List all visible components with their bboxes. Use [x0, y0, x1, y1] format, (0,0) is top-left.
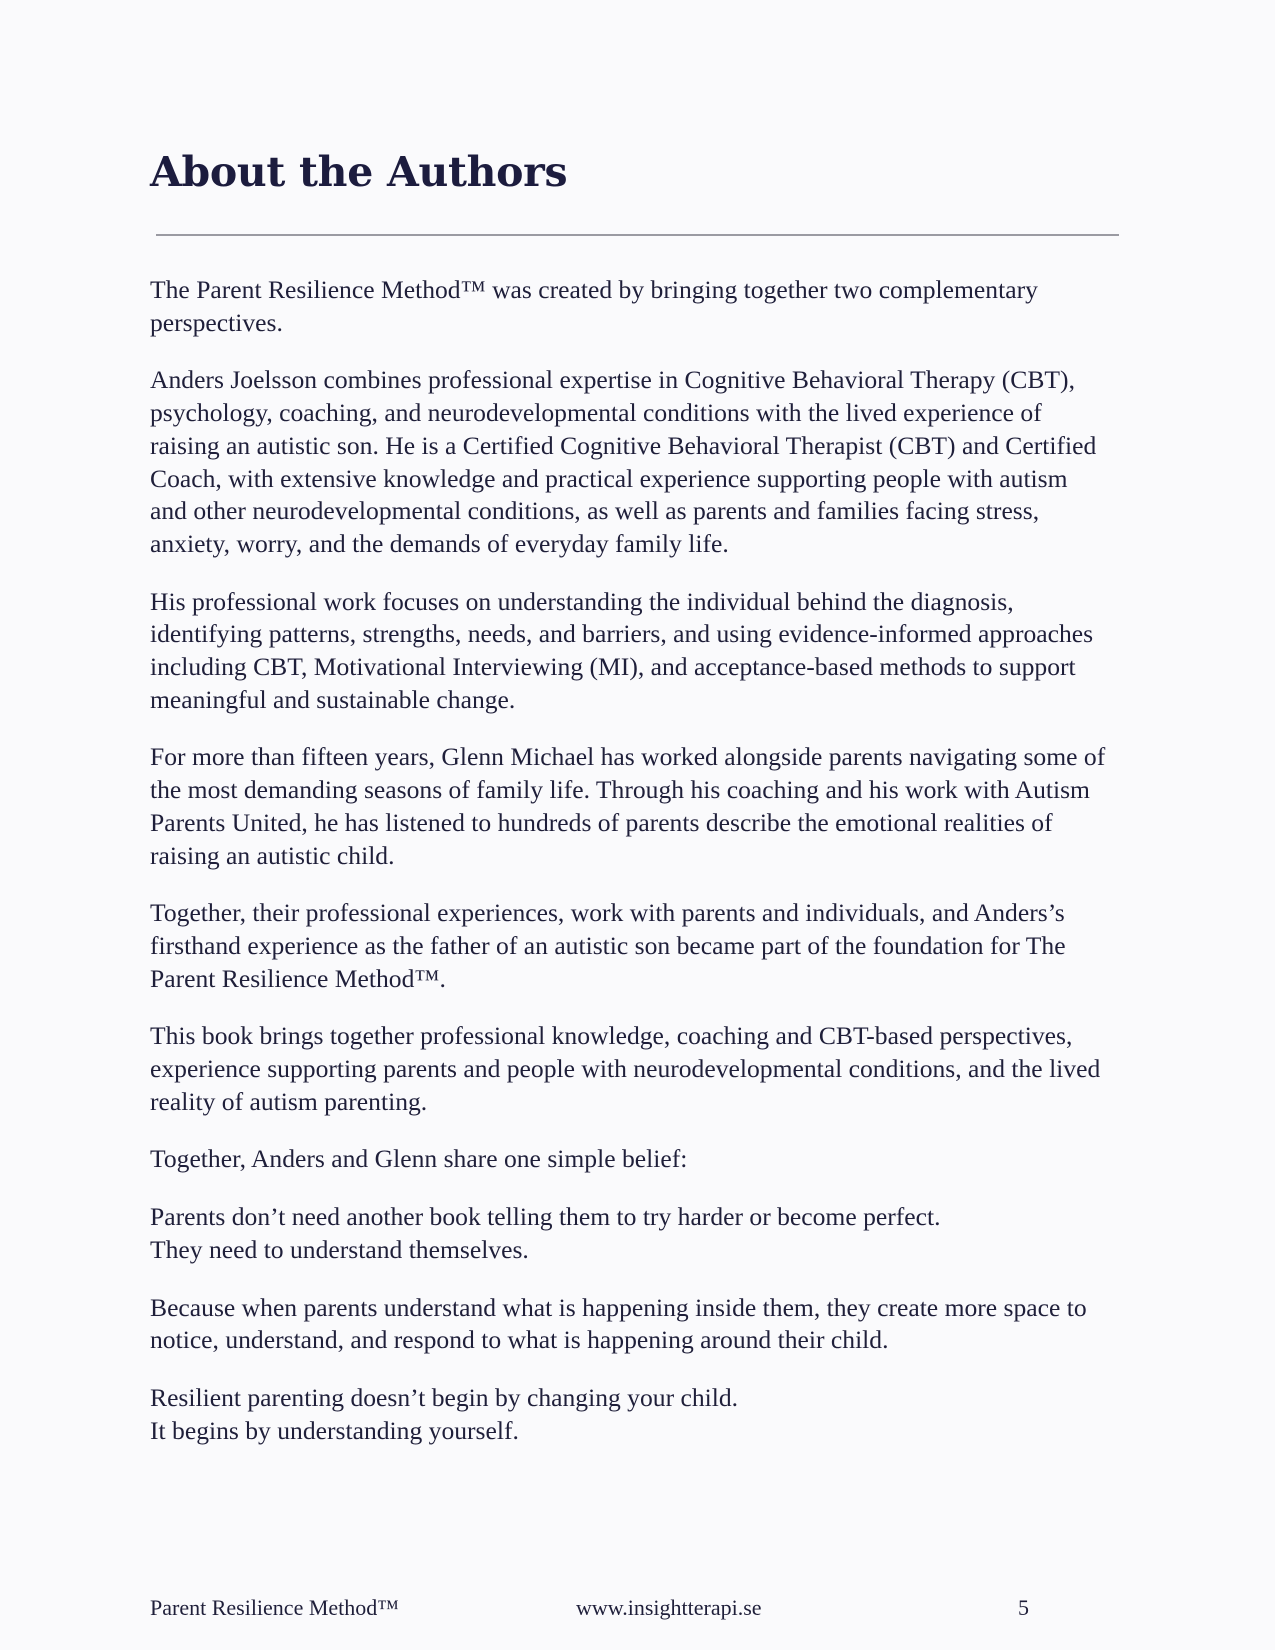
- footer-book-title: Parent Resilience Method™: [150, 1595, 399, 1620]
- paragraph-line: His professional work focuses on understanding the individual behind the diagnosis, identifying patterns, strengths, needs, and barriers, and using evidence-informed approaches including CBT, Motivational Interviewing (MI), and acceptance-based methods to support meaningful and sustainable change.: [150, 586, 1094, 714]
- paragraph: [150, 741, 1110, 872]
- paragraph: [150, 897, 1110, 995]
- paragraph-line: Together, Anders and Glenn share one simple belief:: [150, 1144, 688, 1174]
- paragraph: [150, 364, 1110, 560]
- paragraph-line: Anders Joelsson combines professional expertise in Cognitive Behavioral Therapy (CBT), psychology, coaching, and neurodevelopmental conditions with the lived experience of raising an autistic son. He is a Certified Cognitive Behavioral Therapist (CBT) and Certified Coach, with extensive knowledge and practical experience supporting people with autism and other neurodevelopmental conditions, as well as parents and families facing stress, anxiety, worry, and the demands of everyday family life.: [150, 365, 1097, 558]
- paragraph-line: This book brings together professional knowledge, coaching and CBT-based perspectives, experience supporting parents and people with neurodevelopmental conditions, and the lived reality of autism parenting.: [150, 1021, 1101, 1116]
- paragraph: [150, 1292, 1110, 1357]
- paragraph-line: Because when parents understand what is happening inside them, they create more space to notice, understand, and respond to what is happening around their child.: [150, 1292, 1087, 1355]
- paragraph-line: Together, their professional experiences, work with parents and individuals, and Anders’s firsthand experience as the father of an autistic son became part of the foundation for The Parent Resilience Method™.: [150, 898, 1066, 993]
- paragraph: [150, 1020, 1110, 1118]
- paragraph-line: They need to understand themselves.: [150, 1234, 529, 1264]
- paragraph-line: The Parent Resilience Method™ was created by bringing together two complementary perspectives.: [150, 275, 1038, 337]
- paragraph-line: For more than fifteen years, Glenn Michael has worked alongside parents navigating some of the most demanding seasons of family life. Through his coaching and his work with Autism Parents United, he has listened to hundreds of parents describe the emotional realities of raising an autistic child.: [150, 742, 1106, 870]
- paragraph-line: Parents don’t need another book telling them to try harder or become perfect.: [150, 1202, 941, 1232]
- paragraph-line: It begins by understanding yourself.: [150, 1415, 519, 1445]
- page-title: About the Authors: [150, 148, 568, 196]
- paragraph-line: Resilient parenting doesn’t begin by changing your child.: [150, 1382, 739, 1412]
- page-number: 5: [1018, 1595, 1029, 1620]
- paragraph: [150, 586, 1110, 717]
- paragraph: [150, 1201, 1110, 1266]
- paragraph: [150, 1143, 1110, 1176]
- paragraph: [150, 1382, 1110, 1447]
- paragraph: [150, 274, 1110, 339]
- footer-website: www.insightterapi.se: [576, 1595, 762, 1620]
- body-text: [150, 274, 1110, 1472]
- title-divider: [156, 234, 1119, 236]
